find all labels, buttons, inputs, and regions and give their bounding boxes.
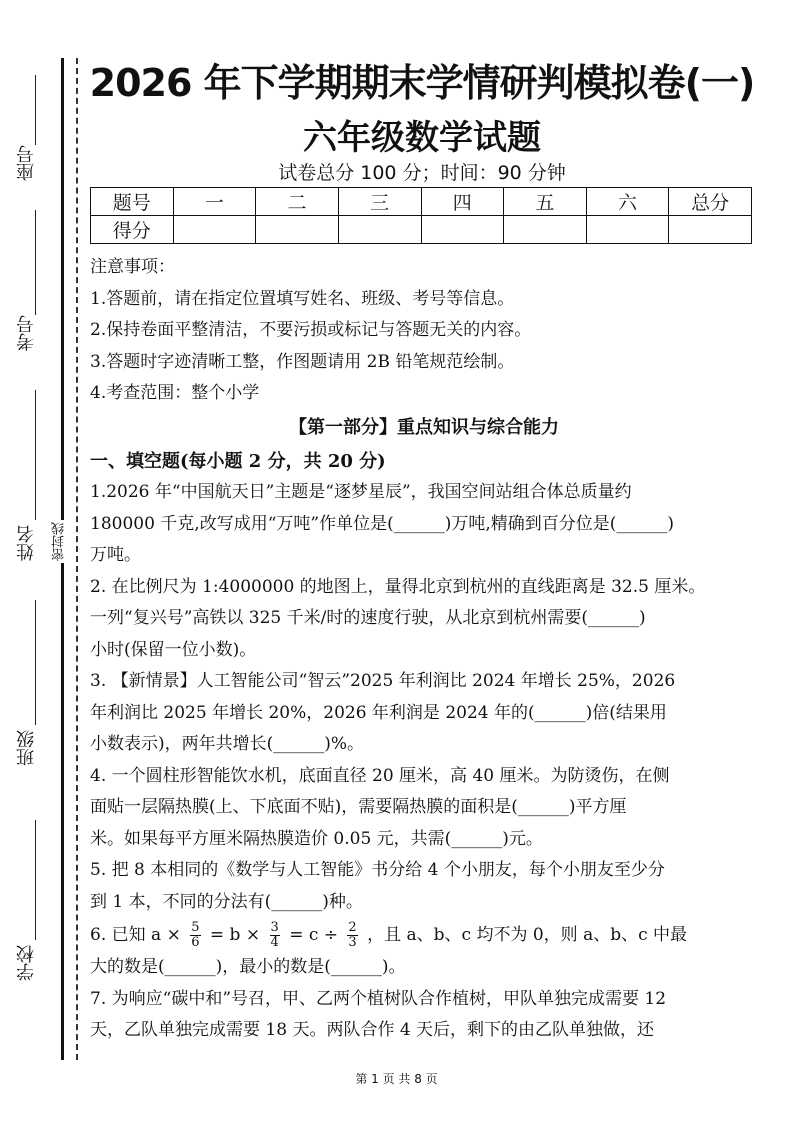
question-5-line: 5. 把 8 本相同的《数学与人工智能》书分给 4 个小朋友，每个小朋友至少分 (90, 860, 665, 880)
table-cell: 一 (173, 188, 256, 216)
question-5-line: 到 1 本，不同的分法有(______)种。 (90, 891, 363, 912)
question-6-line (90, 918, 758, 952)
question-3-line: 3. 【新情景】人工智能公司“智云”2025 年利润比 2024 年增长 25%，2026 (90, 671, 676, 691)
score-table-header-row (91, 188, 752, 216)
table-cell: 总分 (669, 188, 752, 216)
seal-line-text: 密封线 (52, 522, 67, 561)
exam-no-label: 考号 (16, 315, 37, 351)
notes-heading: 注意事项： (90, 257, 175, 277)
school-blank (35, 820, 36, 940)
note-item: 4.考查范围：整个小学 (90, 383, 260, 403)
table-cell: 得分 (91, 216, 174, 244)
table-cell: 四 (421, 188, 504, 216)
fraction-numerator: 2 (348, 920, 357, 935)
fraction-5-6 (190, 921, 200, 950)
score-cell (173, 216, 256, 244)
question-2-line: 小时(保留一位小数)。 (90, 639, 257, 660)
school-label: 学校 (16, 945, 37, 981)
fraction-numerator: 3 (270, 920, 279, 935)
question-3-line: 年利润比 2025 年增长 20%，2026 年利润是 2024 年的(______)倍(结果用 (90, 702, 667, 723)
seat-blank (35, 75, 36, 145)
score-cell (338, 216, 421, 244)
note-item: 1.答题前，请在指定位置填写姓名、班级、考号等信息。 (90, 288, 515, 309)
score-cell (504, 216, 587, 244)
fraction-3-4 (270, 921, 280, 950)
question-1-line: 1.2026 年“中国航天日”主题是“逐梦星辰”，我国空间站组合体总质量约 (90, 482, 632, 502)
question-3-line: 小数表示)，两年共增长(______)%。 (90, 734, 365, 754)
question-6-line: 大的数是(______)，最小的数是(______)。 (90, 957, 406, 977)
name-label: 姓名 (16, 525, 37, 561)
seat-label: 座号 (16, 145, 37, 181)
q6-text-a: 6. 已知 a × (90, 925, 181, 945)
section-heading: 一、填空题(每小题 2 分，共 20 分) (90, 450, 386, 472)
exam-body (90, 252, 758, 1047)
part-heading: 【第一部分】重点知识与综合能力 (289, 416, 559, 438)
fraction-2-3 (347, 921, 357, 950)
score-table (90, 187, 752, 244)
q6-text-c: = c ÷ (289, 925, 339, 945)
exam-title: 2026 年下学期期末学情研判模拟卷(一) (89, 61, 755, 105)
question-4-line: 面贴一层隔热膜(上、下底面不贴)，需要隔热膜的面积是(______)平方厘 (90, 797, 627, 817)
note-item: 3.答题时字迹清晰工整，作图题请用 2B 铅笔规范绘制。 (90, 351, 515, 372)
score-cell (669, 216, 752, 244)
exam-subtitle: 六年级数学试题 (303, 118, 541, 158)
binding-margin (0, 0, 82, 1122)
question-4-line: 米。如果每平方厘米隔热膜造价 0.05 元，共需(______)元。 (90, 828, 543, 849)
fraction-denominator: 6 (191, 935, 200, 950)
dashed-cut-line (76, 58, 78, 1060)
question-7-line: 7. 为响应“碳中和”号召，甲、乙两个植树队合作植树，甲队单独完成需要 12 (90, 988, 667, 1009)
table-cell: 题号 (91, 188, 174, 216)
exam-no-blank (35, 210, 36, 315)
score-cell (256, 216, 339, 244)
fraction-denominator: 3 (348, 935, 357, 950)
question-4-line: 4. 一个圆柱形智能饮水机，底面直径 20 厘米，高 40 厘米。为防烫伤，在侧 (90, 765, 670, 786)
table-cell: 六 (586, 188, 669, 216)
question-1-line: 180000 千克,改写成用“万吨”作单位是(______)万吨,精确到百分位是(______) (90, 513, 675, 534)
fraction-denominator: 4 (270, 935, 279, 950)
question-2-line: 一列“复兴号”高铁以 325 千米/时的速度行驶，从北京到杭州需要(______) (90, 608, 646, 628)
page-footer: 第 1 页 共 8 页 (355, 1072, 438, 1086)
score-cell (421, 216, 504, 244)
q6-text-d: ，且 a、b、c 均不为 0，则 a、b、c 中最 (367, 925, 688, 945)
table-cell: 二 (256, 188, 339, 216)
question-7-line: 天，乙队单独完成需要 18 天。两队合作 4 天后，剩下的由乙队单独做，还 (90, 1020, 655, 1040)
exam-info: 试卷总分 100 分；时间：90 分钟 (278, 162, 566, 184)
class-blank (35, 600, 36, 725)
score-cell (586, 216, 669, 244)
table-cell: 五 (504, 188, 587, 216)
score-table-score-row (91, 216, 752, 244)
question-1-line: 万吨。 (90, 545, 141, 565)
note-item: 2.保持卷面平整清洁，不要污损或标记与答题无关的内容。 (90, 320, 532, 340)
fraction-numerator: 5 (191, 920, 200, 935)
q6-text-b: = b × (209, 925, 261, 945)
class-label: 班级 (16, 730, 37, 766)
table-cell: 三 (338, 188, 421, 216)
name-blank (35, 390, 36, 520)
question-2-line: 2. 在比例尺为 1:4000000 的地图上，量得北京到杭州的直线距离是 32.5 厘米。 (90, 576, 706, 597)
